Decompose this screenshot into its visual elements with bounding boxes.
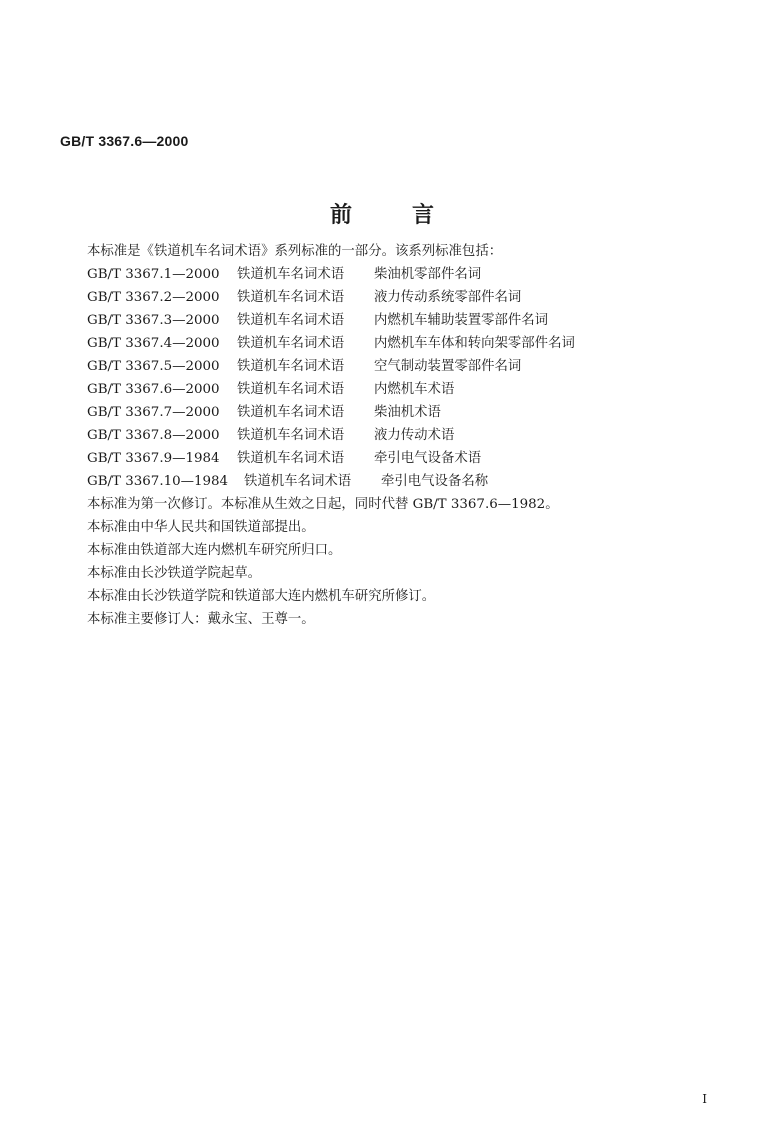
series-code: GB/T 3367.10—1984 <box>87 474 229 489</box>
series-code: GB/T 3367.1—2000 <box>87 267 220 282</box>
series-list-item <box>87 286 727 309</box>
series-part-name: 内燃机车术语 <box>374 382 455 397</box>
series-list-item <box>87 332 727 355</box>
proposer-paragraph: 本标准由中华人民共和国铁道部提出。 <box>87 520 315 535</box>
administrator-paragraph: 本标准由铁道部大连内燃机车研究所归口。 <box>87 543 342 558</box>
series-code: GB/T 3367.9—1984 <box>87 451 220 466</box>
standard-code: GB/T 3367.6—2000 <box>60 133 189 149</box>
series-code: GB/T 3367.5—2000 <box>87 359 220 374</box>
series-title: 铁道机车名词术语 <box>237 451 345 466</box>
series-title: 铁道机车名词术语 <box>237 336 345 351</box>
series-list-item <box>87 447 727 470</box>
series-list-item <box>87 378 727 401</box>
series-title: 铁道机车名词术语 <box>237 359 345 374</box>
series-part-name: 液力传动术语 <box>374 428 455 443</box>
series-title: 铁道机车名词术语 <box>237 428 345 443</box>
revision-paragraph: 本标准为第一次修订。本标准从生效之日起，同时代替 GB/T 3367.6—1982。 <box>87 497 559 512</box>
foreword-title-char-1: 前 <box>330 202 353 228</box>
series-part-name: 内燃机车辅助装置零部件名词 <box>374 313 549 328</box>
series-list-item <box>87 470 727 493</box>
series-code: GB/T 3367.8—2000 <box>87 428 220 443</box>
intro-paragraph: 本标准是《铁道机车名词术语》系列标准的一部分。该系列标准包括： <box>87 244 503 259</box>
series-code: GB/T 3367.7—2000 <box>87 405 220 420</box>
reviser-paragraph: 本标准由长沙铁道学院和铁道部大连内燃机车研究所修订。 <box>87 589 436 604</box>
drafter-paragraph: 本标准由长沙铁道学院起草。 <box>87 566 262 581</box>
series-part-name: 牵引电气设备名称 <box>381 474 489 489</box>
series-code: GB/T 3367.6—2000 <box>87 382 220 397</box>
main-revisers-paragraph: 本标准主要修订人：戴永宝、王尊一。 <box>87 612 315 627</box>
series-list-item <box>87 309 727 332</box>
series-part-name: 牵引电气设备术语 <box>374 451 482 466</box>
series-part-name: 柴油机术语 <box>374 405 441 420</box>
series-title: 铁道机车名词术语 <box>237 382 345 397</box>
series-code: GB/T 3367.4—2000 <box>87 336 220 351</box>
series-list-item <box>87 263 727 286</box>
series-code: GB/T 3367.3—2000 <box>87 313 220 328</box>
series-title: 铁道机车名词术语 <box>237 313 345 328</box>
series-list-item <box>87 355 727 378</box>
series-part-name: 内燃机车车体和转向架零部件名词 <box>374 336 575 351</box>
series-part-name: 空气制动装置零部件名词 <box>374 359 522 374</box>
series-part-name: 液力传动系统零部件名词 <box>374 290 522 305</box>
series-list-item <box>87 424 727 447</box>
series-list-item <box>87 401 727 424</box>
series-part-name: 柴油机零部件名词 <box>374 267 482 282</box>
series-code: GB/T 3367.2—2000 <box>87 290 220 305</box>
series-title: 铁道机车名词术语 <box>237 405 345 420</box>
series-title: 铁道机车名词术语 <box>244 474 352 489</box>
foreword-title-char-2: 言 <box>412 202 435 228</box>
series-title: 铁道机车名词术语 <box>237 267 345 282</box>
foreword-title <box>0 198 764 228</box>
series-title: 铁道机车名词术语 <box>237 290 345 305</box>
page-number: I <box>702 1092 707 1106</box>
foreword-body <box>87 240 727 631</box>
